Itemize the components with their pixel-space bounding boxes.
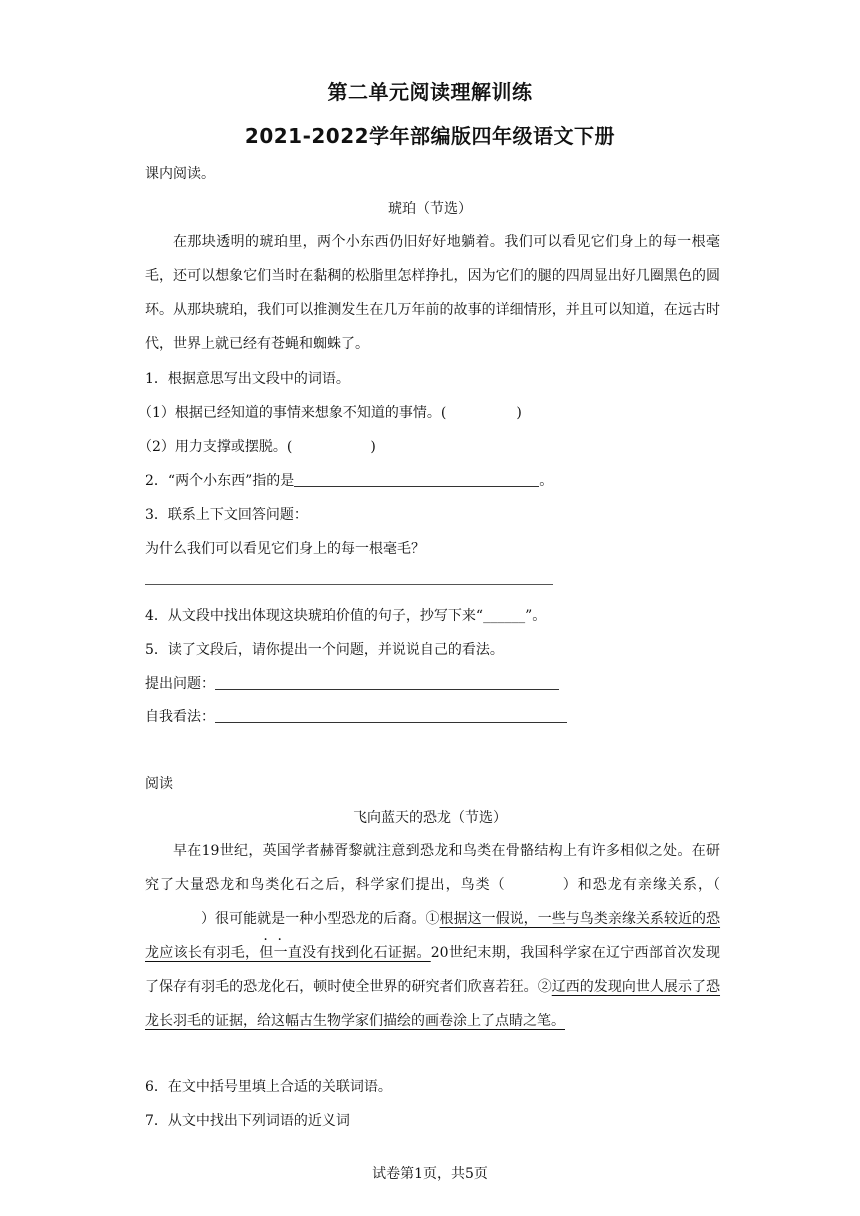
question-1-2-text: （2）用力支撑或摆脱。( — [138, 439, 293, 455]
question-3: 3．联系上下文回答问题： — [145, 507, 308, 523]
question-1-1-text: （1）根据已经知道的事情来想象不知道的事情。( — [138, 405, 447, 421]
underlined-sentence-2: 辽西的发现向世人展示了恐龙长羽毛的证据，给这幅古生物学家们描绘的画卷涂上了点睛之笔。 — [145, 979, 721, 1029]
question-1-1 — [138, 402, 522, 422]
dotted-char-2: 能 · — [243, 911, 257, 927]
passage1-title: 琥珀（节选） — [388, 201, 472, 217]
question-5-view — [145, 706, 567, 726]
marker-1: ① — [425, 911, 440, 927]
passage2-part-c: ）很 — [201, 911, 230, 927]
dotted-char-1: 可 · — [229, 911, 243, 927]
section2-label: 阅读 — [145, 776, 173, 792]
question-5-ask — [145, 673, 559, 693]
section1-label: 课内阅读。 — [145, 166, 215, 182]
question-3-sub: 为什么我们可以看见它们身上的每一根毫毛？ — [145, 541, 425, 557]
question-1-2 — [138, 436, 376, 456]
question-5-view-label: 自我看法： — [145, 709, 215, 725]
question-2 — [145, 470, 553, 490]
answer-blank-2[interactable] — [294, 472, 539, 487]
answer-blank-5-view[interactable] — [215, 708, 567, 723]
question-1: 1．根据意思写出文段中的词语。 — [145, 371, 350, 387]
page-subtitle: 2021-2022学年部编版四年级语文下册 — [244, 124, 616, 148]
passage2-part-b: ）和恐龙有亲缘关系，（ — [561, 877, 721, 893]
passage1-text: 在那块透明的琥珀里，两个小东西仍旧好好地躺着。我们可以看见它们身上的每一根毫毛，还可以想象它们当时在黏稠的松脂里怎样挣扎，因为它们的腿的四周显出好几圈黑色的圆环。从那块琥珀，我们可以推测发生在几万年前的故事的详细情形，并且可以知道，在远古时代，世界上就已经有苍蝇和蜘蛛了。 — [145, 234, 720, 352]
passage2-part-e: 20世纪末期，我国科学家在辽宁西部首次发现了保存有羽毛的恐龙化石，顿时使全世界的研究者们欣喜若狂。 — [145, 945, 720, 995]
page-footer: 试卷第1页，共5页 — [372, 1166, 488, 1182]
question-7: 7．从文中找出下列词语的近义词 — [145, 1113, 350, 1129]
underlined-sentence-1: 根据这一假说，一些与鸟类亲缘关系较近的恐龙应该长有羽毛，但一直没有找到化石证据。 — [145, 911, 721, 961]
question-6: 6．在文中括号里填上合适的关联词语。 — [145, 1079, 392, 1095]
question-4: 4．从文段中找出体现这块琥珀价值的句子，抄写下来“______”。 — [145, 608, 547, 624]
marker-2: ② — [537, 979, 552, 995]
passage2-part-d: 就是一种小型恐龙的后裔。 — [257, 911, 426, 927]
question-5: 5．读了文段后，请你提出一个问题，并说说自己的看法。 — [145, 642, 504, 658]
answer-blank-5-ask[interactable] — [215, 675, 559, 690]
question-1-1-close: ) — [516, 405, 522, 421]
question-5-ask-label: 提出问题： — [145, 676, 215, 692]
page-title: 第二单元阅读理解训练 — [327, 80, 533, 104]
question-1-2-close: ) — [370, 439, 376, 455]
answer-line-3[interactable] — [145, 584, 553, 585]
passage2-text — [145, 834, 720, 1038]
passage2-title: 飞向蓝天的恐龙（节选） — [353, 810, 507, 826]
passage2-part-a: 早在19世纪，英国学者赫胥黎就注意到恐龙和鸟类在骨骼结构上有许多相似之处。在研究了大量恐龙和鸟类化石之后，科学家们提出，鸟类（ — [145, 843, 720, 893]
question-2-end: 。 — [539, 473, 554, 489]
question-2-text: 2．“两个小东西”指的是 — [145, 473, 295, 489]
